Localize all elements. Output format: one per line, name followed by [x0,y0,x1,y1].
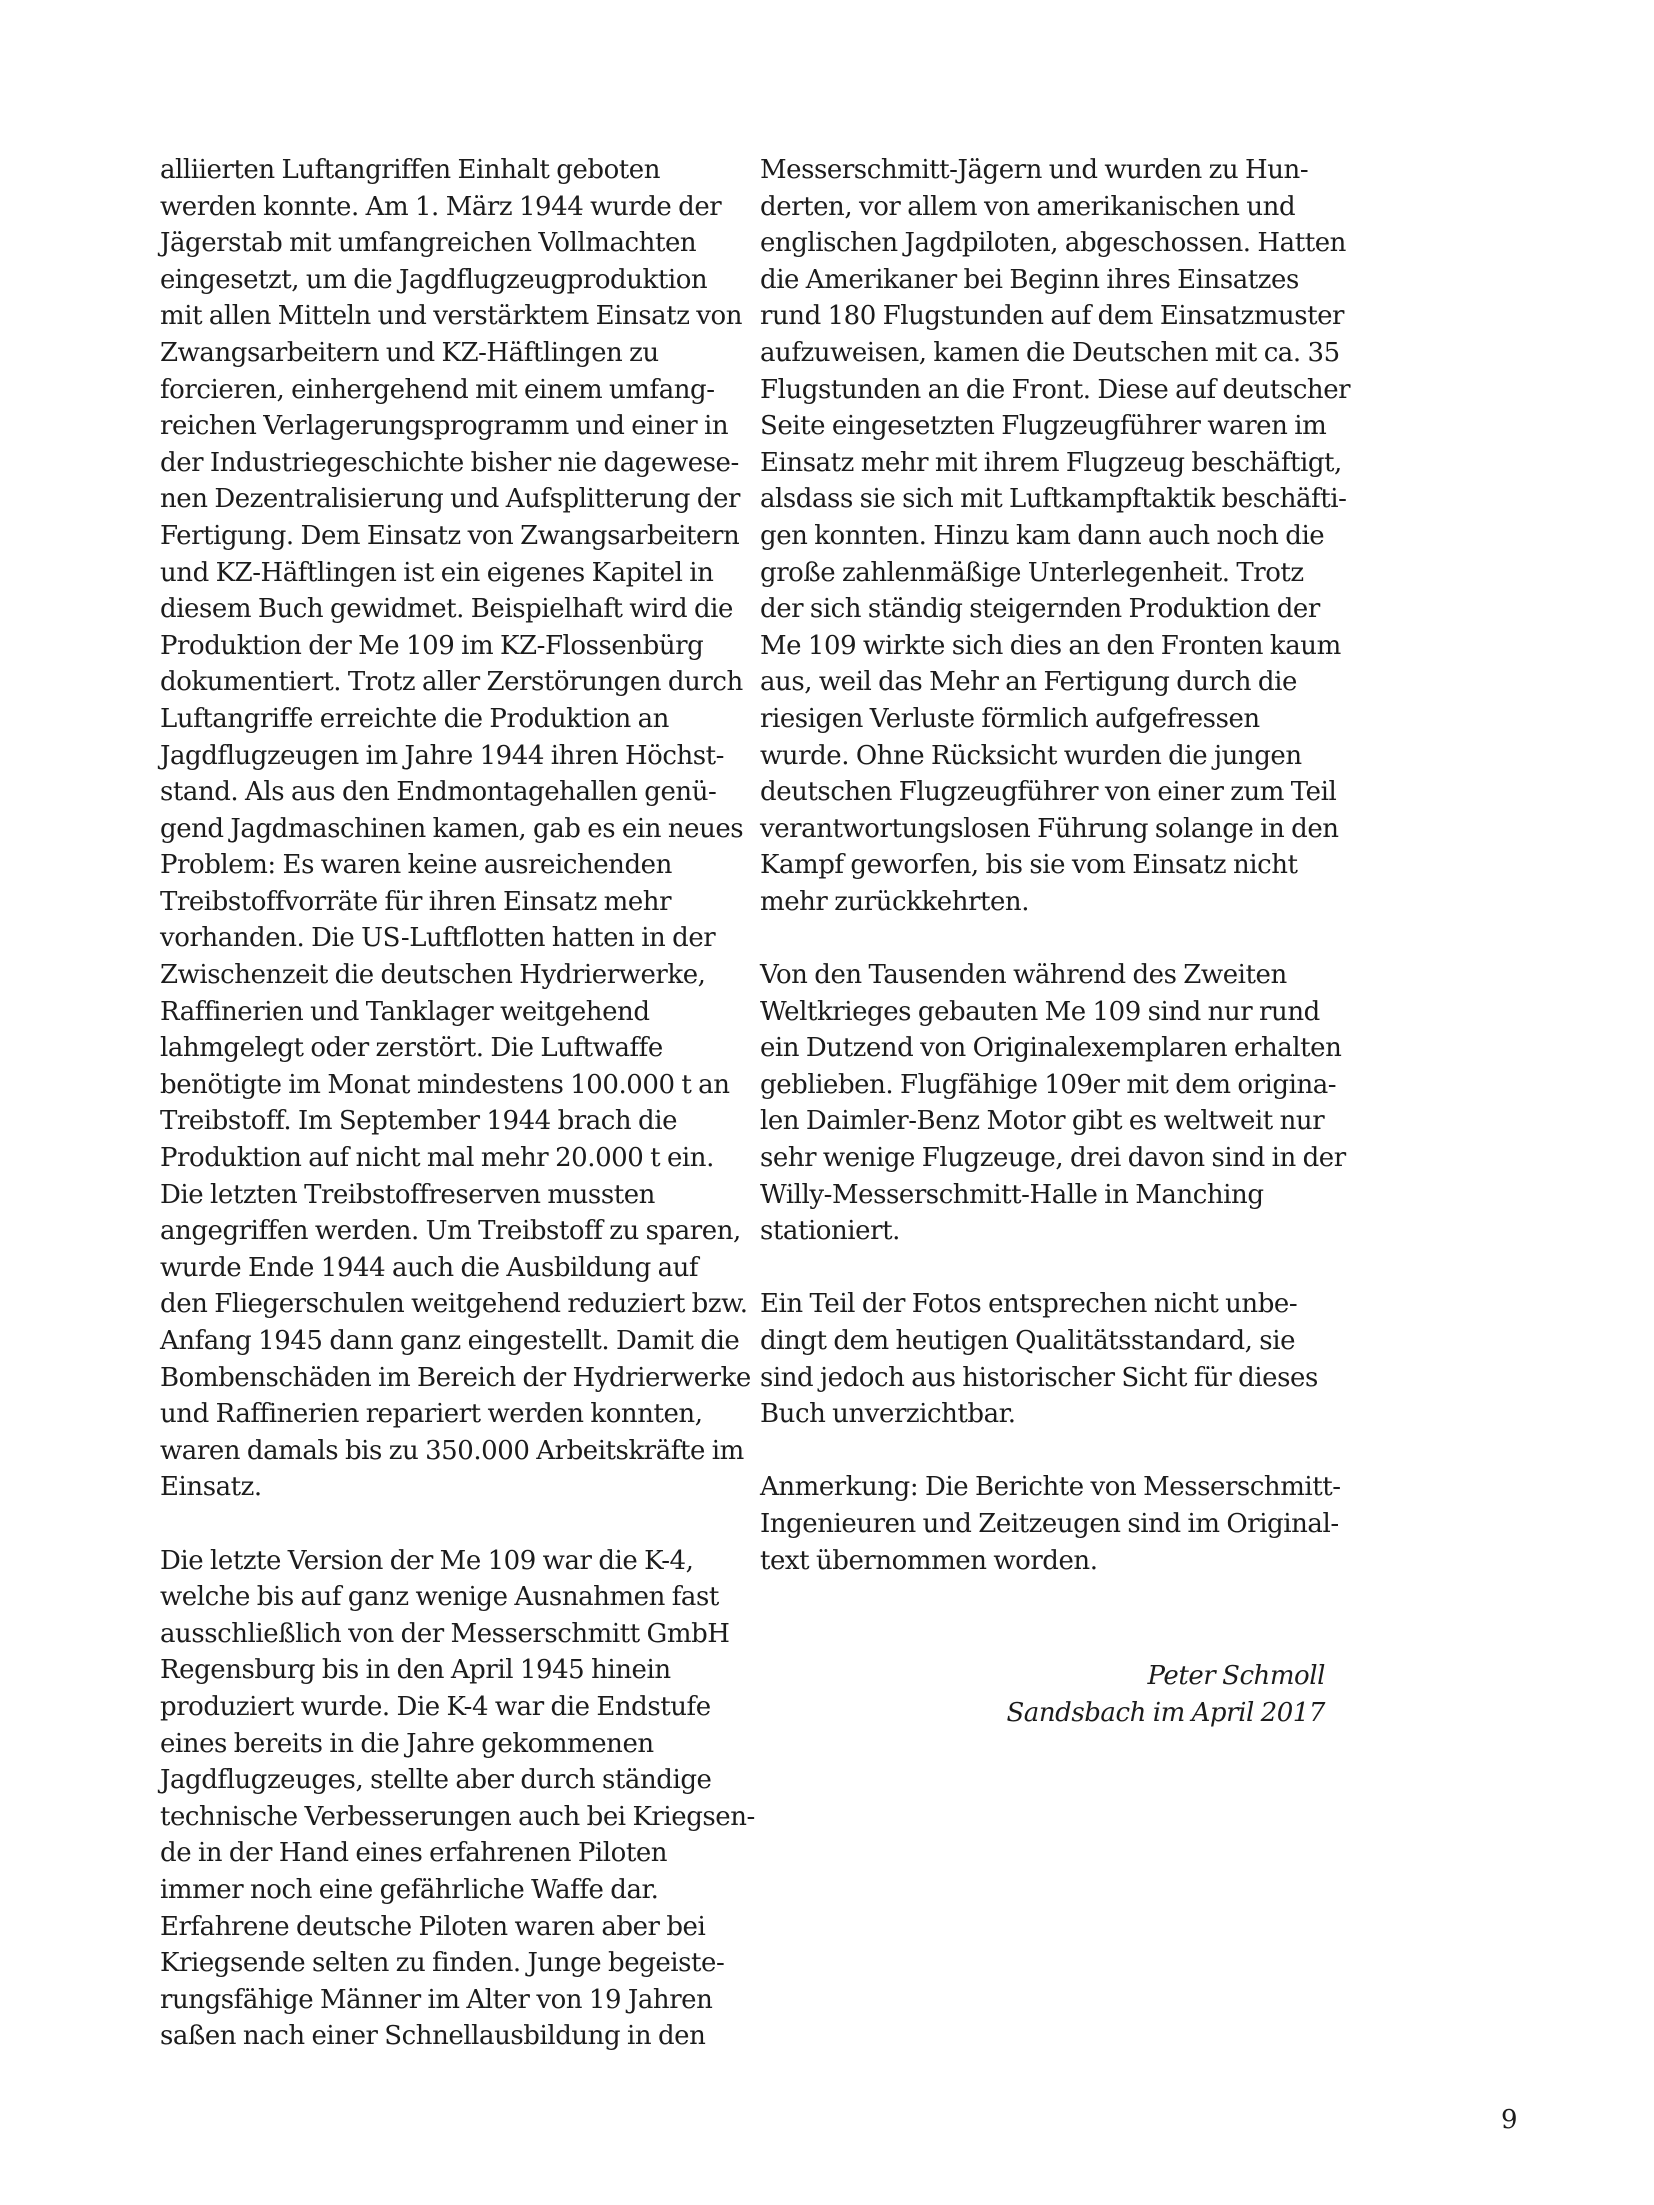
text-line: Anmerkung: Die Berichte von Messerschmitt- [760,1472,1341,1503]
text-line: waren damals bis zu 350.000 Arbeitskräfte im [160,1435,744,1466]
text-line: vorhanden. Die US-Luftflotten hatten in der [160,923,716,954]
text-line: Bombenschäden im Bereich der Hydrierwerke [160,1362,751,1393]
text-line: technische Verbesserungen auch bei Kriegsen- [160,1801,755,1832]
text-line: Anfang 1945 dann ganz eingestellt. Damit die [160,1326,740,1356]
text-line: Produktion auf nicht mal mehr 20.000 t ein. [160,1143,714,1174]
signature [760,1658,1325,1731]
paragraph-gap [160,1506,720,1543]
paragraph [160,1543,755,2055]
text-line: rund 180 Flugstunden auf dem Einsatzmuster [760,301,1345,332]
text-line: gen konnten. Hinzu kam dann auch noch die [760,520,1325,551]
text-line: mehr zurückkehrten. [760,886,1030,917]
text-line: riesigen Verluste förmlich aufgefressen [760,703,1260,734]
text-line: benötigte im Monat mindestens 100.000 t an [160,1069,730,1100]
text-line: Flugstunden an die Front. Diese auf deutscher [760,374,1351,405]
text-line: wurde Ende 1944 auch die Ausbildung auf [160,1252,699,1283]
text-line: Zwangsarbeitern und KZ-Häftlingen zu [160,337,659,368]
text-line: Produktion der Me 109 im KZ-Flossenbürg [160,630,704,661]
text-line: die Amerikaner bei Beginn ihres Einsatzes [760,264,1299,295]
text-line: derten, vor allem von amerikanischen und [760,191,1296,222]
text-line: lahmgelegt oder zerstört. Die Luftwaffe [160,1033,663,1064]
text-line: ein Dutzend von Originalexemplaren erhalten [760,1033,1342,1064]
left-column [160,152,755,2055]
text-line: Raffinerien und Tanklager weitgehend [160,996,650,1027]
text-line: forcieren, einhergehend mit einem umfang- [160,374,715,405]
text-line: Problem: Es waren keine ausreichenden [160,850,672,881]
text-line: eines bereits in die Jahre gekommenen [160,1728,654,1759]
text-line: rungsfähige Männer im Alter von 19 Jahren [160,1984,713,2015]
text-line: de in der Hand eines erfahrenen Piloten [160,1838,668,1869]
text-line: text übernommen worden. [760,1545,1098,1576]
text-line: Kriegsende selten zu finden. Junge begeiste- [160,1948,725,1979]
text-line: aufzuweisen, kamen die Deutschen mit ca. 35 [760,337,1340,368]
paragraph [760,1469,1341,1579]
signature-place-date: Sandsbach im April 2017 [1006,1697,1325,1728]
text-line: produziert wurde. Die K-4 war die Endstufe [160,1691,711,1722]
text-line: und Raffinerien repariert werden konnten, [160,1399,703,1430]
text-line: große zahlenmäßige Unterlegenheit. Trotz [760,557,1304,588]
text-line: Treibstoffvorräte für ihren Einsatz mehr [160,886,672,917]
text-line: reichen Verlagerungsprogramm und einer in [160,411,729,442]
text-line: nen Dezentralisierung und Aufsplitterung der [160,484,741,515]
text-line: eingesetzt, um die Jagdflugzeugproduktion [160,264,708,295]
text-line: Seite eingesetzten Flugzeugführer waren im [760,411,1327,442]
text-line: geblieben. Flugfähige 109er mit dem origina- [760,1069,1337,1100]
page-number: 9 [1501,2105,1518,2135]
paragraph [760,957,1346,1250]
text-line: Kampf geworfen, bis sie vom Einsatz nicht [760,850,1298,881]
text-line: Die letzte Version der Me 109 war die K-4, [160,1545,694,1576]
text-line: englischen Jagdpiloten, abgeschossen. Hatten [760,228,1346,259]
text-line: immer noch eine gefährliche Waffe dar. [160,1874,659,1905]
text-line: mit allen Mitteln und verstärktem Einsatz von [160,301,743,332]
text-line: sind jedoch aus historischer Sicht für dieses [760,1362,1318,1393]
paragraph [760,1286,1320,1432]
text-line: Me 109 wirkte sich dies an den Fronten kaum [760,630,1341,661]
text-line: alliierten Luftangriffen Einhalt geboten [160,155,661,185]
text-line: sehr wenige Flugzeuge, drei davon sind in der [760,1143,1346,1174]
text-line: Ein Teil der Fotos entsprechen nicht unbe- [760,1289,1298,1320]
paragraph [160,152,751,1506]
text-line: Regensburg bis in den April 1945 hinein [160,1655,671,1686]
text-line: Zwischenzeit die deutschen Hydrierwerke, [160,960,706,991]
text-line: Messerschmitt-Jägern und wurden zu Hun- [760,155,1309,185]
text-line: Jagdflugzeuges, stellte aber durch ständige [160,1765,712,1796]
text-line: und KZ-Häftlingen ist ein eigenes Kapitel in [160,557,714,588]
text-line: Einsatz. [160,1472,262,1503]
text-line: saßen nach einer Schnellausbildung in den [160,2021,706,2052]
text-line: gend Jagdmaschinen kamen, gab es ein neues [160,813,744,844]
text-line: dingt dem heutigen Qualitätsstandard, sie [760,1326,1296,1356]
text-line: der Industriegeschichte bisher nie dagewese- [160,447,739,478]
right-column [760,152,1351,1579]
text-line: aus, weil das Mehr an Fertigung durch die [760,667,1297,698]
paragraph-gap [760,1433,1320,1470]
text-line: der sich ständig steigernden Produktion der [760,594,1320,625]
signature-name: Peter Schmoll [1147,1661,1325,1691]
text-line: alsdass sie sich mit Luftkampftaktik beschäfti- [760,484,1347,515]
text-line: Erfahrene deutsche Piloten waren aber bei [160,1911,706,1942]
text-line: Von den Tausenden während des Zweiten [760,960,1287,991]
paragraph-gap [760,1250,1320,1287]
text-line: Luftangriffe erreichte die Produktion an [160,703,669,734]
text-line: wurde. Ohne Rücksicht wurden die jungen [760,740,1302,771]
paragraph-gap [760,920,1320,957]
text-line: welche bis auf ganz wenige Ausnahmen fast [160,1582,719,1613]
text-line: stand. Als aus den Endmontagehallen genü- [160,777,717,808]
text-line: den Fliegerschulen weitgehend reduziert bzw. [160,1289,748,1320]
text-line: Weltkrieges gebauten Me 109 sind nur rund [760,996,1320,1027]
text-line: Einsatz mehr mit ihrem Flugzeug beschäftigt, [760,447,1342,478]
text-line: deutschen Flugzeugführer von einer zum Teil [760,777,1337,808]
text-line: Willy-Messerschmitt-Halle in Manching [760,1179,1264,1210]
paragraph [760,152,1351,920]
text-line: Die letzten Treibstoffreserven mussten [160,1179,655,1210]
text-line: Ingenieuren und Zeitzeugen sind im Original- [760,1508,1339,1539]
text-line: angegriffen werden. Um Treibstoff zu sparen, [160,1216,741,1247]
text-line: stationiert. [760,1216,900,1247]
text-line: dokumentiert. Trotz aller Zerstörungen durch [160,667,743,698]
text-line: Jägerstab mit umfangreichen Vollmachten [160,228,697,259]
text-line: Jagdflugzeugen im Jahre 1944 ihren Höchst- [160,740,725,771]
text-line: diesem Buch gewidmet. Beispielhaft wird die [160,594,733,625]
text-line: verantwortungslosen Führung solange in den [760,813,1339,844]
text-line: Fertigung. Dem Einsatz von Zwangsarbeitern [160,520,740,551]
text-line: Treibstoff. Im September 1944 brach die [160,1106,678,1137]
text-line: len Daimler-Benz Motor gibt es weltweit nur [760,1106,1325,1137]
text-line: Buch unverzichtbar. [760,1399,1016,1430]
text-line: ausschließlich von der Messerschmitt GmbH [160,1618,730,1649]
text-line: werden konnte. Am 1. März 1944 wurde der [160,191,722,222]
